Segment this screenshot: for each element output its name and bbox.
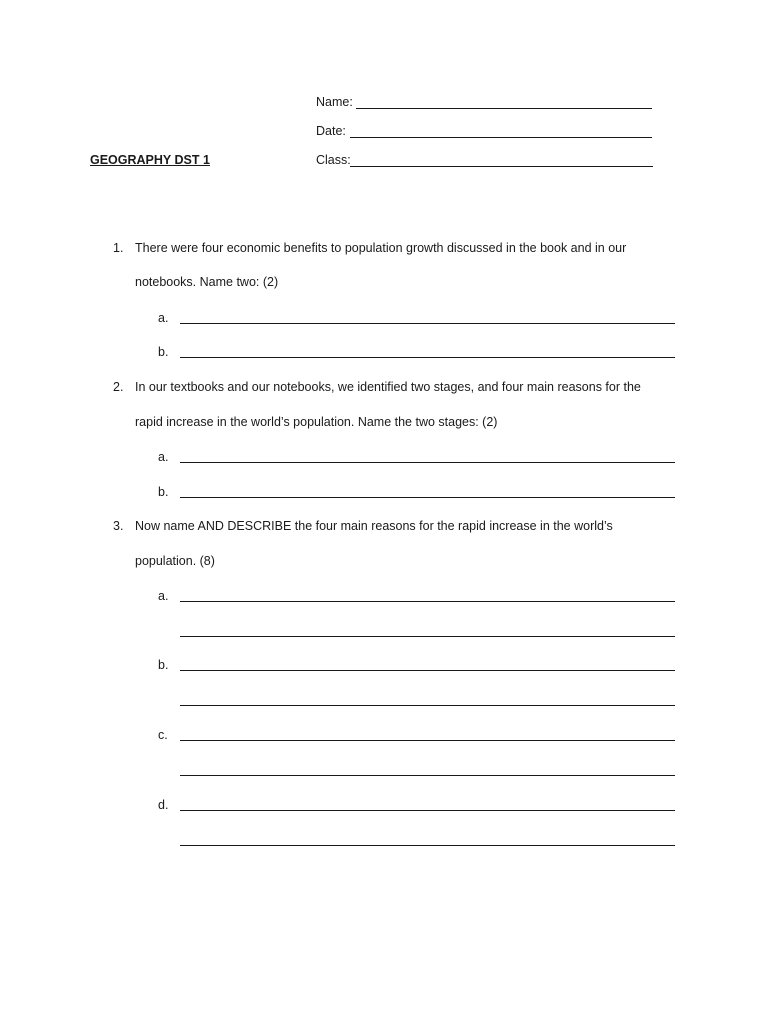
question-text: In our textbooks and our notebooks, we identified two stages, and four main reasons for the <box>135 380 641 394</box>
answer-line[interactable] <box>180 670 675 671</box>
date-label: Date: <box>316 124 346 138</box>
answer-label: c. <box>158 728 168 742</box>
answer-line[interactable] <box>180 497 675 498</box>
answer-line[interactable] <box>180 810 675 811</box>
class-field[interactable] <box>350 166 653 167</box>
answer-label: a. <box>158 450 169 464</box>
answer-line[interactable] <box>180 845 675 846</box>
question-number: 1. <box>113 241 124 255</box>
answer-line[interactable] <box>180 705 675 706</box>
answer-label: b. <box>158 345 169 359</box>
question-text: There were four economic benefits to population growth discussed in the book and in our <box>135 241 627 255</box>
answer-label: b. <box>158 658 169 672</box>
answer-label: a. <box>158 311 169 325</box>
answer-line[interactable] <box>180 636 675 637</box>
answer-line[interactable] <box>180 462 675 463</box>
answer-line[interactable] <box>180 323 675 324</box>
name-label: Name: <box>316 95 353 109</box>
question-text: Now name AND DESCRIBE the four main reasons for the rapid increase in the world’s <box>135 519 613 533</box>
name-field[interactable] <box>356 108 652 109</box>
answer-line[interactable] <box>180 601 675 602</box>
answer-line[interactable] <box>180 357 675 358</box>
answer-label: a. <box>158 589 169 603</box>
class-label: Class: <box>316 153 351 167</box>
question-text: population. (8) <box>135 554 215 568</box>
question-number: 2. <box>113 380 124 394</box>
date-field[interactable] <box>350 137 652 138</box>
answer-label: b. <box>158 485 169 499</box>
question-text: notebooks. Name two: (2) <box>135 275 279 289</box>
answer-line[interactable] <box>180 775 675 776</box>
question-number: 3. <box>113 519 124 533</box>
answer-line[interactable] <box>180 740 675 741</box>
page-title: GEOGRAPHY DST 1 <box>90 153 210 167</box>
answer-label: d. <box>158 798 169 812</box>
question-text: rapid increase in the world’s population. Name the two stages: (2) <box>135 415 498 429</box>
